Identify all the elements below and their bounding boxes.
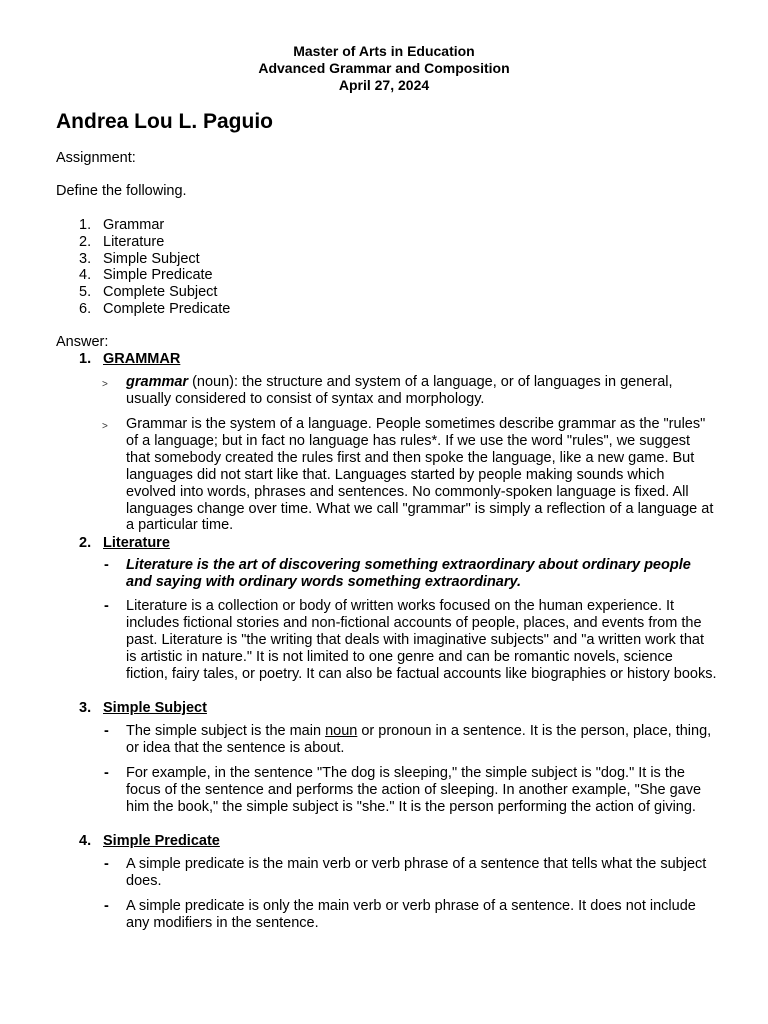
author-name: Andrea Lou L. Paguio [56, 110, 274, 133]
detail-text: A simple predicate is only the main verb or verb phrase of a sentence. It does not include any modifiers in the sentence. [126, 898, 696, 931]
question-list [56, 217, 230, 318]
section-heading-literature [79, 535, 170, 551]
definition-text-end: or pronoun in a sentence. It is the person, place, thing, or idea that the sentence is about. [126, 723, 712, 756]
section-heading-grammar [79, 351, 180, 367]
dash-bullet-icon: - [104, 856, 109, 872]
course-name: Advanced Grammar and Composition [258, 60, 510, 76]
dash-bullet-icon: - [104, 723, 109, 739]
example-text: For example, in the sentence "The dog is sleeping," the simple subject is "dog." It is the focus of the sentence and performs the action of sleeping. In another example, "She gave him the book," the simple subject is "she." It is the person performing the action of giving. [126, 765, 702, 815]
question-item [56, 284, 230, 301]
question-text: Complete Predicate [103, 300, 231, 317]
question-number: 5. [79, 284, 92, 301]
bullet-simple-subject-definition [104, 723, 718, 757]
question-text: Literature [103, 233, 165, 250]
answer-label: Answer: [56, 334, 109, 350]
dash-bullet-icon: - [104, 898, 109, 914]
question-item [56, 251, 230, 268]
program-name: Master of Arts in Education [293, 43, 475, 59]
dash-bullet-icon: - [104, 765, 109, 781]
question-number: 1. [79, 217, 92, 233]
definition-text: A simple predicate is the main verb or verb phrase of a sentence that tells what the subject does. [126, 856, 707, 889]
question-item [56, 301, 230, 318]
section-heading-simple-predicate [79, 833, 220, 849]
section-number: 1. [79, 351, 92, 367]
question-text: Complete Subject [103, 284, 218, 301]
bullet-grammar-definition [102, 374, 718, 408]
dash-bullet-icon: - [104, 598, 109, 614]
section-title: Literature [103, 535, 170, 551]
section-number: 4. [79, 833, 92, 849]
section-title: Simple Subject [103, 700, 207, 716]
noun-link[interactable]: noun [325, 723, 358, 739]
question-item [56, 234, 230, 251]
bullet-grammar-explanation [102, 416, 718, 534]
question-item [56, 217, 230, 234]
question-text: Simple Predicate [103, 267, 213, 284]
question-number: 3. [79, 250, 92, 267]
document-header [0, 43, 768, 94]
instruction-text: Define the following. [56, 183, 187, 199]
bullet-simple-predicate-detail [104, 898, 718, 932]
question-number: 6. [79, 300, 92, 317]
section-heading-simple-subject [79, 700, 207, 716]
section-title: GRAMMAR [103, 351, 181, 367]
assignment-label: Assignment: [56, 150, 136, 166]
definition-text-start: The simple subject is the main [126, 723, 326, 739]
document-date: April 27, 2024 [338, 77, 430, 93]
bullet-simple-subject-example [104, 765, 718, 816]
explanation-text: Grammar is the system of a language. People sometimes describe grammar as the "rules" of a language; but in fact no language has rules*. If we use the word "rules", we suggest that somebody created the rules first and then spoke the language, like a new game. But languages did not start like that. Languages started by people making sounds which evolved into words, phrases and sentences. No commonly-spoken language is fixed. All languages change over time. What we call "grammar" is simply a reflection of a language at a particular time. [126, 416, 714, 534]
question-text: Grammar [103, 217, 165, 233]
question-number: 2. [79, 233, 92, 250]
section-title: Simple Predicate [103, 833, 220, 849]
arrow-bullet-icon: > [102, 379, 108, 390]
dash-bullet-icon: - [104, 557, 109, 573]
section-number: 3. [79, 700, 92, 716]
question-text: Simple Subject [103, 250, 200, 267]
explanation-text: Literature is a collection or body of written works focused on the human experience. It includes fictional stories and non-fictional accounts of people, places, and events from the past. Literature is "the writing that deals with imaginative subjects" and "a written work that is artistic in nature." It is not limited to one genre and can be romantic novels, science fiction, fairy tales, or poetry. It can also be factual accounts like biographies or history books. [126, 598, 717, 682]
bullet-simple-predicate-definition [104, 856, 718, 890]
question-item [56, 267, 230, 284]
definition-text: (noun): the structure and system of a language, or of languages in general, usually considered to consist of syntax and morphology. [126, 374, 673, 407]
section-number: 2. [79, 535, 92, 551]
question-number: 4. [79, 267, 92, 284]
term-grammar: grammar [126, 374, 189, 390]
quote-text: Literature is the art of discovering something extraordinary about ordinary people and saying with ordinary words something extraordinary. [126, 557, 691, 590]
bullet-literature-explanation [104, 598, 718, 683]
arrow-bullet-icon: > [102, 421, 108, 432]
bullet-literature-quote [104, 557, 718, 591]
